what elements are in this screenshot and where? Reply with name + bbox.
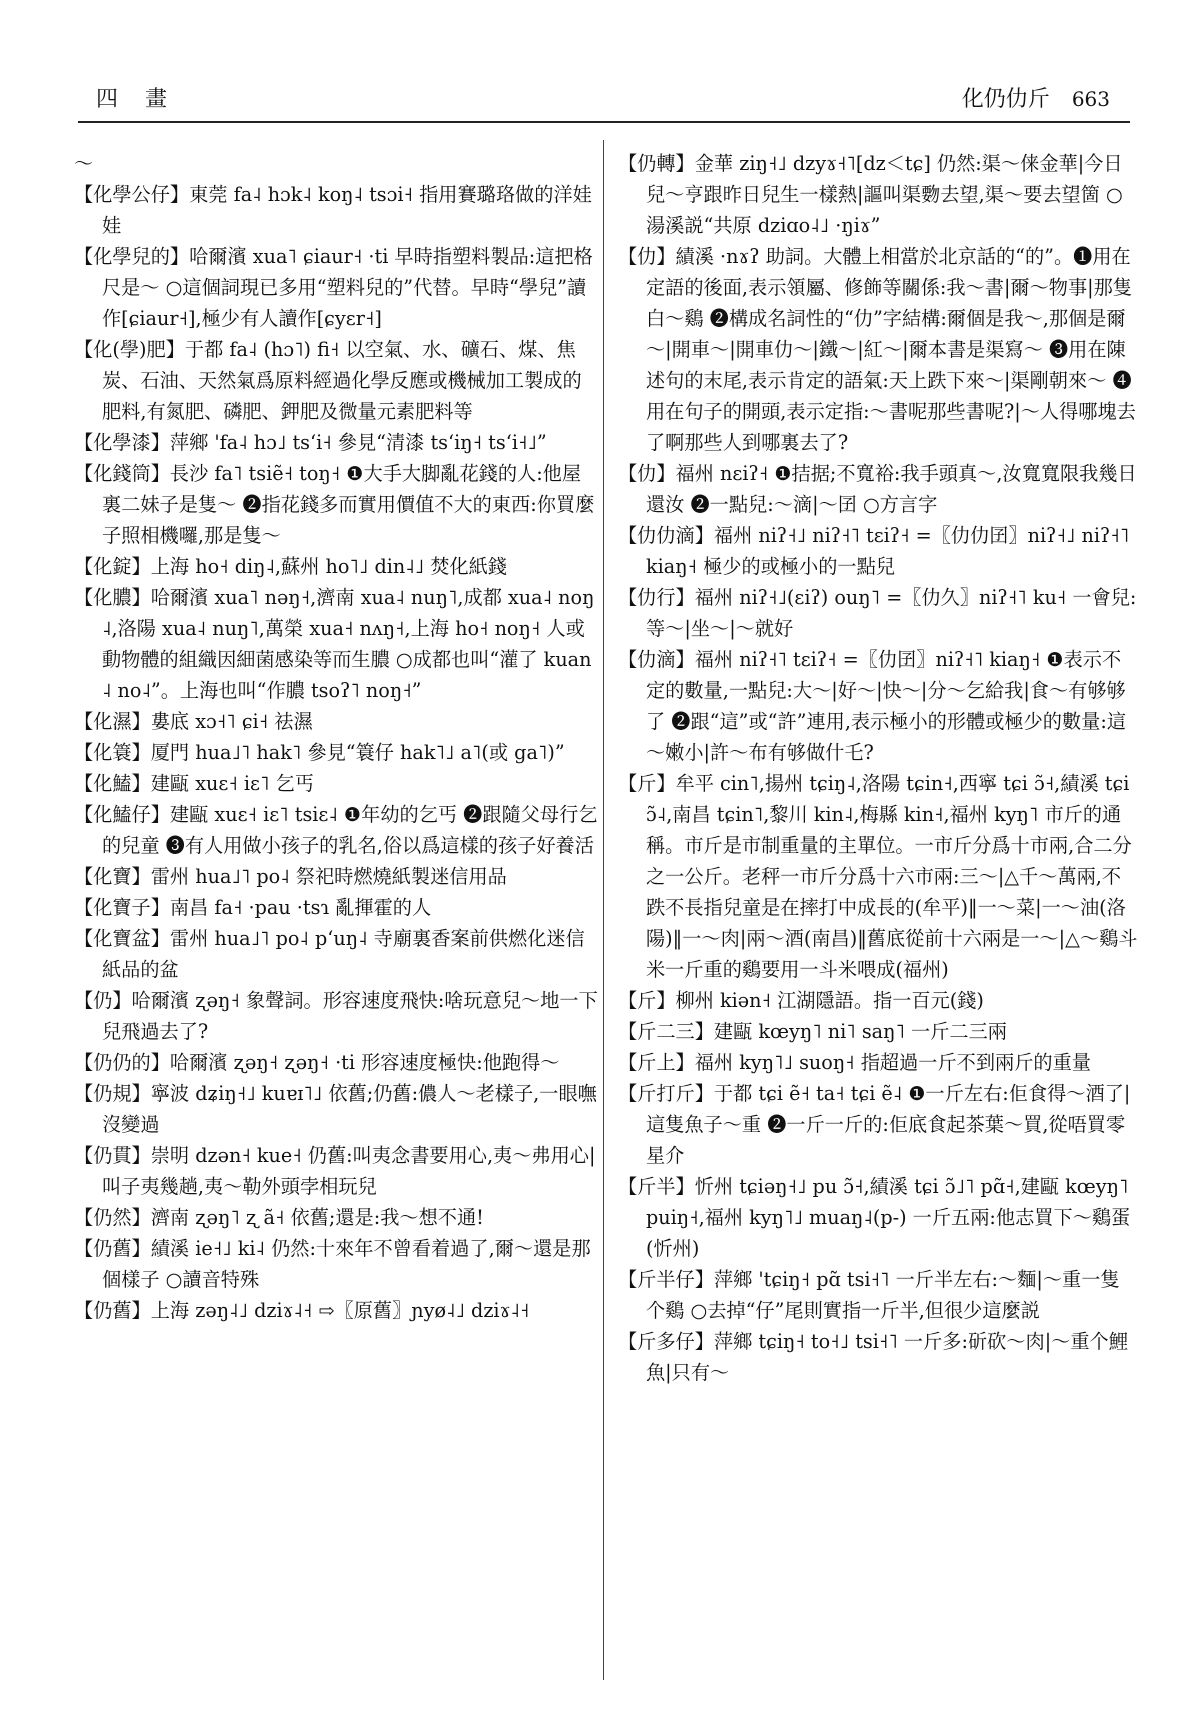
dictionary-entry: 【化寶子】南昌 fa˧ ·pau ·tsɿ 亂揮霍的人 [74, 896, 432, 919]
dictionary-entry: 【化鰪仔】建甌 xuɛ˧ iɛ˥ tsiɛ˨ ❶年幼的乞丐 ❷跟隨父母行乞的兒童 ❸有人用做小孩子的乳名,俗以爲這樣的孩子好養活 [74, 803, 598, 857]
dictionary-entry: 【仍轉】金華 ziŋ˧˩ dzyɤ˧˥[dz＜tɕ] 仍然:渠～俫金華|今日兒～亨跟昨日兒生一樣熱|謳叫渠覅去望,渠～要去望箇 ○湯溪説“共原 dziɑo˨˩ ·ŋiɤ” [618, 152, 1123, 237]
dictionary-entry: 【斤多仔】萍鄉 tɕiŋ˧ to˧˩ tsi˧˥ 一斤多:斫砍～肉|～重个鯉魚|只有～ [618, 1330, 1128, 1384]
header-rule [78, 121, 1130, 123]
dictionary-entry: 【化學兒的】哈爾濱 xua˥ ɕiaur˧ ·ti 早時指塑料製品:這把格尺是～ ○這個詞現已多用“塑料兒的”代替。早時“學兒”讀作[ɕiaur˧],極少有人讀作[ɕyɛr˧] [74, 245, 593, 330]
dictionary-entry: 【仂滴】福州 niʔ˧˥ tɛiʔ˧ =〖仂囝〗niʔ˧˥ kiaŋ˧ ❶表示不定的數量,一點兒:大～|好～|快～|分～乞給我|食～有够够了 ❷跟“這”或“許”連用,表示極小的形體或極少的數量:這～嫩小|許～布有够做什乇? [618, 648, 1127, 764]
dictionary-entry: ～ [74, 152, 94, 175]
dictionary-entry: 【仍】哈爾濱 ʐəŋ˧ 象聲詞。形容速度飛快:啥玩意兒～地一下兒飛過去了? [74, 989, 598, 1043]
dictionary-entry: 【化錠】上海 ho˧ diŋ˨,蘇州 ho˥˩ din˨˩ 焚化紙錢 [74, 555, 507, 578]
dictionary-entry: 【斤】牟平 cin˥,揚州 tɕiŋ˨,洛陽 tɕin˧,西寧 tɕi ɔ̃˧,績溪 tɕi ɔ̃˨,南昌 tɕin˥,黎川 kin˨,梅縣 kin˧,福州 kyŋ˥ 市斤的通稱。市斤是市制重量的主單位。一市斤分爲十市兩,合二分之一公斤。老秤一市斤分爲十六市兩:三～|△千～萬兩,不跌不長指兒童是在摔打中成長的(牟平)‖一～菜|一～油(洛陽)‖一～肉|兩～酒(南昌)‖舊底從前十六兩是一～|△～鷄斗米一斤重的鷄要用一斗米喂成(福州) [618, 772, 1138, 981]
right-column [618, 148, 1138, 1388]
page-header [78, 82, 1130, 122]
dictionary-entry: 【仂仂滴】福州 niʔ˧˩ niʔ˧˥ tɛiʔ˧ =〖仂仂囝〗niʔ˧˩ niʔ˧˥ kiaŋ˧ 極少的或極小的一點兒 [618, 524, 1130, 578]
left-column [74, 148, 600, 1326]
dictionary-entry: 【斤半仔】萍鄉 'tɕiŋ˧ pɑ̃ tsi˧˥ 一斤半左右:～麵|～重一隻个鷄 ○去掉“仔”尾則實指一斤半,但很少這麼説 [618, 1268, 1120, 1322]
dictionary-entry: 【化錢筒】長沙 fa˥ tsiẽ˧ toŋ˧ ❶大手大脚亂花錢的人:他屋裏二妹子是隻～ ❷指花錢多而實用價值不大的東西:你買麼子照相機囉,那是隻～ [74, 462, 595, 547]
dictionary-entry: 【化(學)肥】于都 fa˨ (hɔ˥) fi˧ 以空氣、水、礦石、煤、焦炭、石油、天然氣爲原料經過化學反應或機械加工製成的肥料,有氮肥、磷肥、鉀肥及微量元素肥料等 [74, 338, 582, 423]
dictionary-entry: 【化鰪】建甌 xuɛ˧ iɛ˥ 乞丐 [74, 772, 314, 795]
dictionary-entry: 【仂行】福州 niʔ˧˩(ɛiʔ) ouŋ˥ =〖仂久〗niʔ˧˥ ku˧ 一會兒:等～|坐～|～就好 [618, 586, 1137, 640]
dictionary-entry: 【斤】柳州 kiən˧ 江湖隱語。指一百元(錢) [618, 989, 984, 1012]
dictionary-entry: 【仍貫】崇明 dzən˧ kue˧ 仍舊:叫夷念書要用心,夷～弗用心|叫子夷幾趟,夷～勒外頭孛相玩兒 [74, 1144, 596, 1198]
running-head [962, 82, 1110, 113]
dictionary-entry: 【斤上】福州 kyŋ˥˩ suoŋ˧ 指超過一斤不到兩斤的重量 [618, 1051, 1091, 1074]
page-number: 663 [1071, 87, 1110, 111]
dictionary-entry: 【仍規】寧波 dʑiŋ˧˩ kuɐɪ˥˩ 依舊;仍舊:儂人～老樣子,一眼嘸沒變過 [74, 1082, 597, 1136]
column-divider [603, 140, 604, 1680]
dictionary-entry: 【仍舊】上海 zəŋ˨˩ dziɤ˨˧ ⇨〖原舊〗ɲyø˨˩ dziɤ˨˧ [74, 1299, 530, 1322]
dictionary-entry: 【化簑】厦門 hua˩˥ hak˥ 參見“簑仔 hak˥˩ a˥(或 ga˥)” [74, 741, 565, 764]
running-head-chars: 化仍仂斤 [961, 87, 1050, 112]
dictionary-entry: 【仍然】濟南 ʐəŋ˥ ʐ ã˧ 依舊;還是:我～想不通! [74, 1206, 484, 1229]
dictionary-entry: 【化濕】婁底 xɔ˧˥ ɕi˧ 祛濕 [74, 710, 313, 733]
dictionary-entry: 【化學漆】萍鄉 'fa˨ hɔ˩ tsʻi˧ 參見“清漆 tsʻiŋ˧ tsʻi˧˩” [74, 431, 547, 454]
dictionary-entry: 【化膿】哈爾濱 xua˥ nəŋ˧,濟南 xua˨ nuŋ˥,成都 xua˨ noŋ˨,洛陽 xua˨ nuŋ˥,萬榮 xua˧ nʌŋ˧,上海 ho˧ noŋ˧ 人或動物體的組織因細菌感染等而生膿 ○成都也叫“灌了 kuan˨ no˨”。上海也叫“作膿 tsoʔ˥ noŋ˧” [74, 586, 595, 702]
dictionary-entry: 【仂】福州 nɛiʔ˧ ❶拮据;不寬裕:我手頭真～,汝寬寬限我幾日還汝 ❷一點兒:～滴|～囝 ○方言字 [618, 462, 1137, 516]
dictionary-entry: 【仂】績溪 ·nɤʔ 助詞。大體上相當於北京話的“的”。❶用在定語的後面,表示領屬、修飾等關係:我～書|爾～物事|那隻白～鷄 ❷構成名詞性的“仂”字結構:爾個是我～,那個是爾～|開車～|開車仂～|鐵～|紅～|爾本書是渠寫～ ❸用在陳述句的末尾,表示肯定的語氣:天上跌下來～|渠剛朝來～ ❹用在句子的開頭,表示定指:～書呢那些書呢?|～人得哪塊去了啊那些人到哪裏去了? [618, 245, 1136, 454]
dictionary-entry: 【化學公仔】東莞 fa˨ hɔk˨ koŋ˨ tsɔi˧ 指用賽璐珞做的洋娃娃 [74, 183, 592, 237]
dictionary-entry: 【斤二三】建甌 kœyŋ˥ ni˥ saŋ˥ 一斤二三兩 [618, 1020, 1007, 1043]
dictionary-entry: 【化寶】雷州 hua˩˥ po˨ 祭祀時燃燒紙製迷信用品 [74, 865, 507, 888]
dictionary-entry: 【仍舊】績溪 ie˧˩ ki˨ 仍然:十來年不曾看着過了,爾～還是那個樣子 ○讀音特殊 [74, 1237, 591, 1291]
dictionary-entry: 【斤半】忻州 tɕiəŋ˧˩ pu ɔ̃˧,績溪 tɕi ɔ̃˩˥ pɑ̃˧,建甌 kœyŋ˥ puiŋ˧,福州 kyŋ˥˩ muaŋ˨(p-) 一斤五兩:他志買下～鷄蛋(忻州) [618, 1175, 1131, 1260]
dictionary-entry: 【斤打斤】于都 tɕi ẽ˧ ta˧ tɕi ẽ˨ ❶一斤左右:佢食得～酒了|這隻魚子～重 ❷一斤一斤的:佢底食起茶葉～買,從唔買零星介 [618, 1082, 1131, 1167]
dictionary-entry: 【化寶盆】雷州 hua˩˥ po˨ pʻuŋ˨ 寺廟裏香案前供燃化迷信紙品的盆 [74, 927, 585, 981]
dictionary-entry: 【仍仍的】哈爾濱 ʐəŋ˧ ʐəŋ˧ ·ti 形容速度極快:他跑得～ [74, 1051, 560, 1074]
section-title: 四 畫 [96, 87, 177, 112]
